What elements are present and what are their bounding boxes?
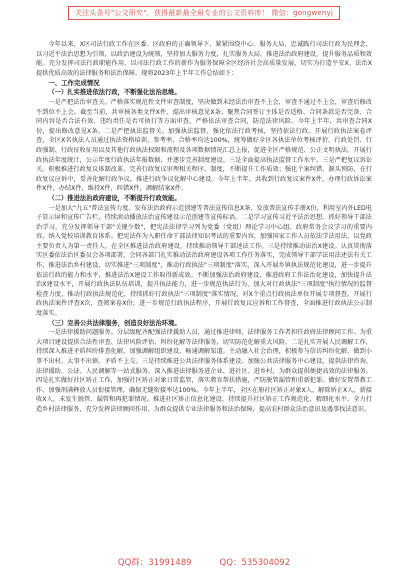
subsection-heading-1: （一）扎实推进依法行政，不断强化法治思维。 xyxy=(48,89,181,97)
document-page xyxy=(36,40,372,550)
promo-banner-text: 关注头条号"公文研究"，获得最新最全最专业的公文资料库！ 微信：gongwenyj xyxy=(68,6,340,20)
qq-group-text: QQ群：31991489 xyxy=(117,558,192,568)
top-banner xyxy=(0,0,408,36)
subsection-heading-3: （三）完善公共法律服务，创造良好法治环境。 xyxy=(48,319,181,327)
subsection-2-body: 一是加大"九五"普法宣传力度。发布法治政府示范创建等普法宣传信息X条，发放普法宣传手册X份，利用室内外LED电子显示屏和宣传广告栏，持续滚动播放法治宣传建设示范创建等宣传标语。二是学习宣传习近平法治思想。抓好领导干部法治学习，充分发挥领导干部"关键少数"，把宪法法律学习列为党委（党组）理论学习中心组、政府常务会议学习的重要内容，纳入党校培训教育体系。把宪法作为入职任命干部法律知识考试的重要内容，加强国家工作人员依法学法用法。以党政主要负责人为第一责任人，在全区推进法治政府建设，持续推动领导干部述法工作。三是持续推动法治X建设。认真贯彻落实区委依法治区委员会各项部署，会同各部门扎实推动法治政府建设各项工作任务落实，完成领导干部学法用法述法有关工作，推进法治乡村建设，切实推进"三项制度"，推动行政执法"三项制度"落实，深入开展乡镇执法规范化建设，进一步提升依法行政的能力和水平，推进法治X建设工作取得新成效。不断加强法治政府建设，推进政府工作法治化建设，加快提升法治X建设水平，开展行政执法队伍培训，提升执法能力，进一步规范执法行为，加大对行政执法"三项制度"执行情况的监督检查力度，推动行政执法规范化，持续抓好行政执法"三项制度"落实情况，对X个重点行政执法单位开展专项督查，开展行政执法案件评查X次，查阅案卷X份，进一步规范行政执法程序，开展行政复议应诉和工作督查，全面推进行政执法公示制度落实。 xyxy=(36,204,372,318)
subsection-3-body: 一是法律援助问题服务。分层级配齐配强法律援助人员，通过推进律师、法律服务工作者担任政府法律顾问工作。为重大项目建设提供合法性审查、法律风险评估、纠纷化解等法律服务，切实防范化解重大风险。二是扎实开展人民调解工作，持续深入推进矛盾纠纷排查化解，加强调解组织建设，畅通调解渠道。主动融入社会治理，积极参与信访纠纷化解，做到小事不出村、大事不出镇、矛盾不上交。三是持续推进公共法律服务体系建设。加强公共法律服务中心建设，提供法律咨询、法律援助、公证、人民调解等一站式服务。深入推进法律服务进企业、进社区、进乡村，为群众提供便捷高效的法律服务。四是扎实做好社区矫正工作，加强社区矫正对象日常监管，落实教育帮扶措施，严防脱管漏管和重新犯罪。做好安置帮教工作，加强刑满释放人员衔接管理，确保无缝衔接率达100%。今年上半年，全区在册社区矫正对象X人，解除矫正X人，新接收X人，未发生脱管、漏管和再犯罪情况。推进社区矫正信息化建设，持续提升社区矫正工作规范化、精细化水平。全力打造乡村法律服务，充分发挥法律顾问作用，为群众提供专业法律服务和法治保障，提高农村群众法治意识及遇事找法意识。 xyxy=(36,329,372,413)
section-heading-1: 一、工作完成情况 xyxy=(48,79,100,88)
subsection-1-body: 一是严把法治审查关。严格落实规范性文件审查制度，坚决做到未经法治审查不上会，审查不通过不上会，审查后修改不到位不上会。截至当前，共审核各类文件X件，提出审核意见X条；聚焦合同签订主体是否适格、合同条款是否完备、合同内容是否合法有效、违约责任是否可执行等方面审查，严格依法审查合同，防范法律风险。今年上半年，共审查合同X份，提出修改意见X条。二是严把执法监督关。加强执法监督，强化依法行政考核，坚持依法行政。开展行政执法案卷评查，全区X名执法人员通过执法资格培训，参考率、合格率均达100%，统筹做好全区各执法单位考核评价，行政处罚、行政强制、行政征收征用以及其他行政执法权限和流程及各项数据情况汇总上报，促进全区严格规范、公正文明执法。开展行政执法年度统计，公示年度行政执法年报数据，并逐步完善制度建设。三是全面提高执法监督工作水平。三是严把复议诉讼关。积极推进行政复议体制改革，完善行政复议审理相关程序，制度，不断提升工作质效；强化个案纠错、源头预防，在行政复议应诉中，妥善化解行政争议，推进行政争议化解中心建设。今年上半年，共收到行政复议案件X件，办理行政诉讼案件X件，办结X件，维持X件，纠错X件，调解结案X件。 xyxy=(36,98,372,193)
subsection-heading-2: （二）推进法治政府建设，不断提升行政效能。 xyxy=(48,194,181,202)
intro-paragraph: 今年以来，X区司法行政工作在区委、区政府的正确领导下，紧紧围绕中心、服务大局，忠诚践行司法行政为民理念，以习近平法治思想为引领，以政治建设为统领，坚持加大服务力度，扎实服务大局，推进法治政府建设，提升服务品质和效能。充分发挥司法行政职能作用，以司法行政工作的新作为服务保障全区经济社会高质量发展，切实为打造平安X、法治X提供优质高效的法律服务和法治保障。现将2023年上半年工作总结如下： xyxy=(36,41,372,77)
qq-contact-text: QQ：535304092 xyxy=(219,558,291,568)
footer-contact xyxy=(0,556,408,574)
